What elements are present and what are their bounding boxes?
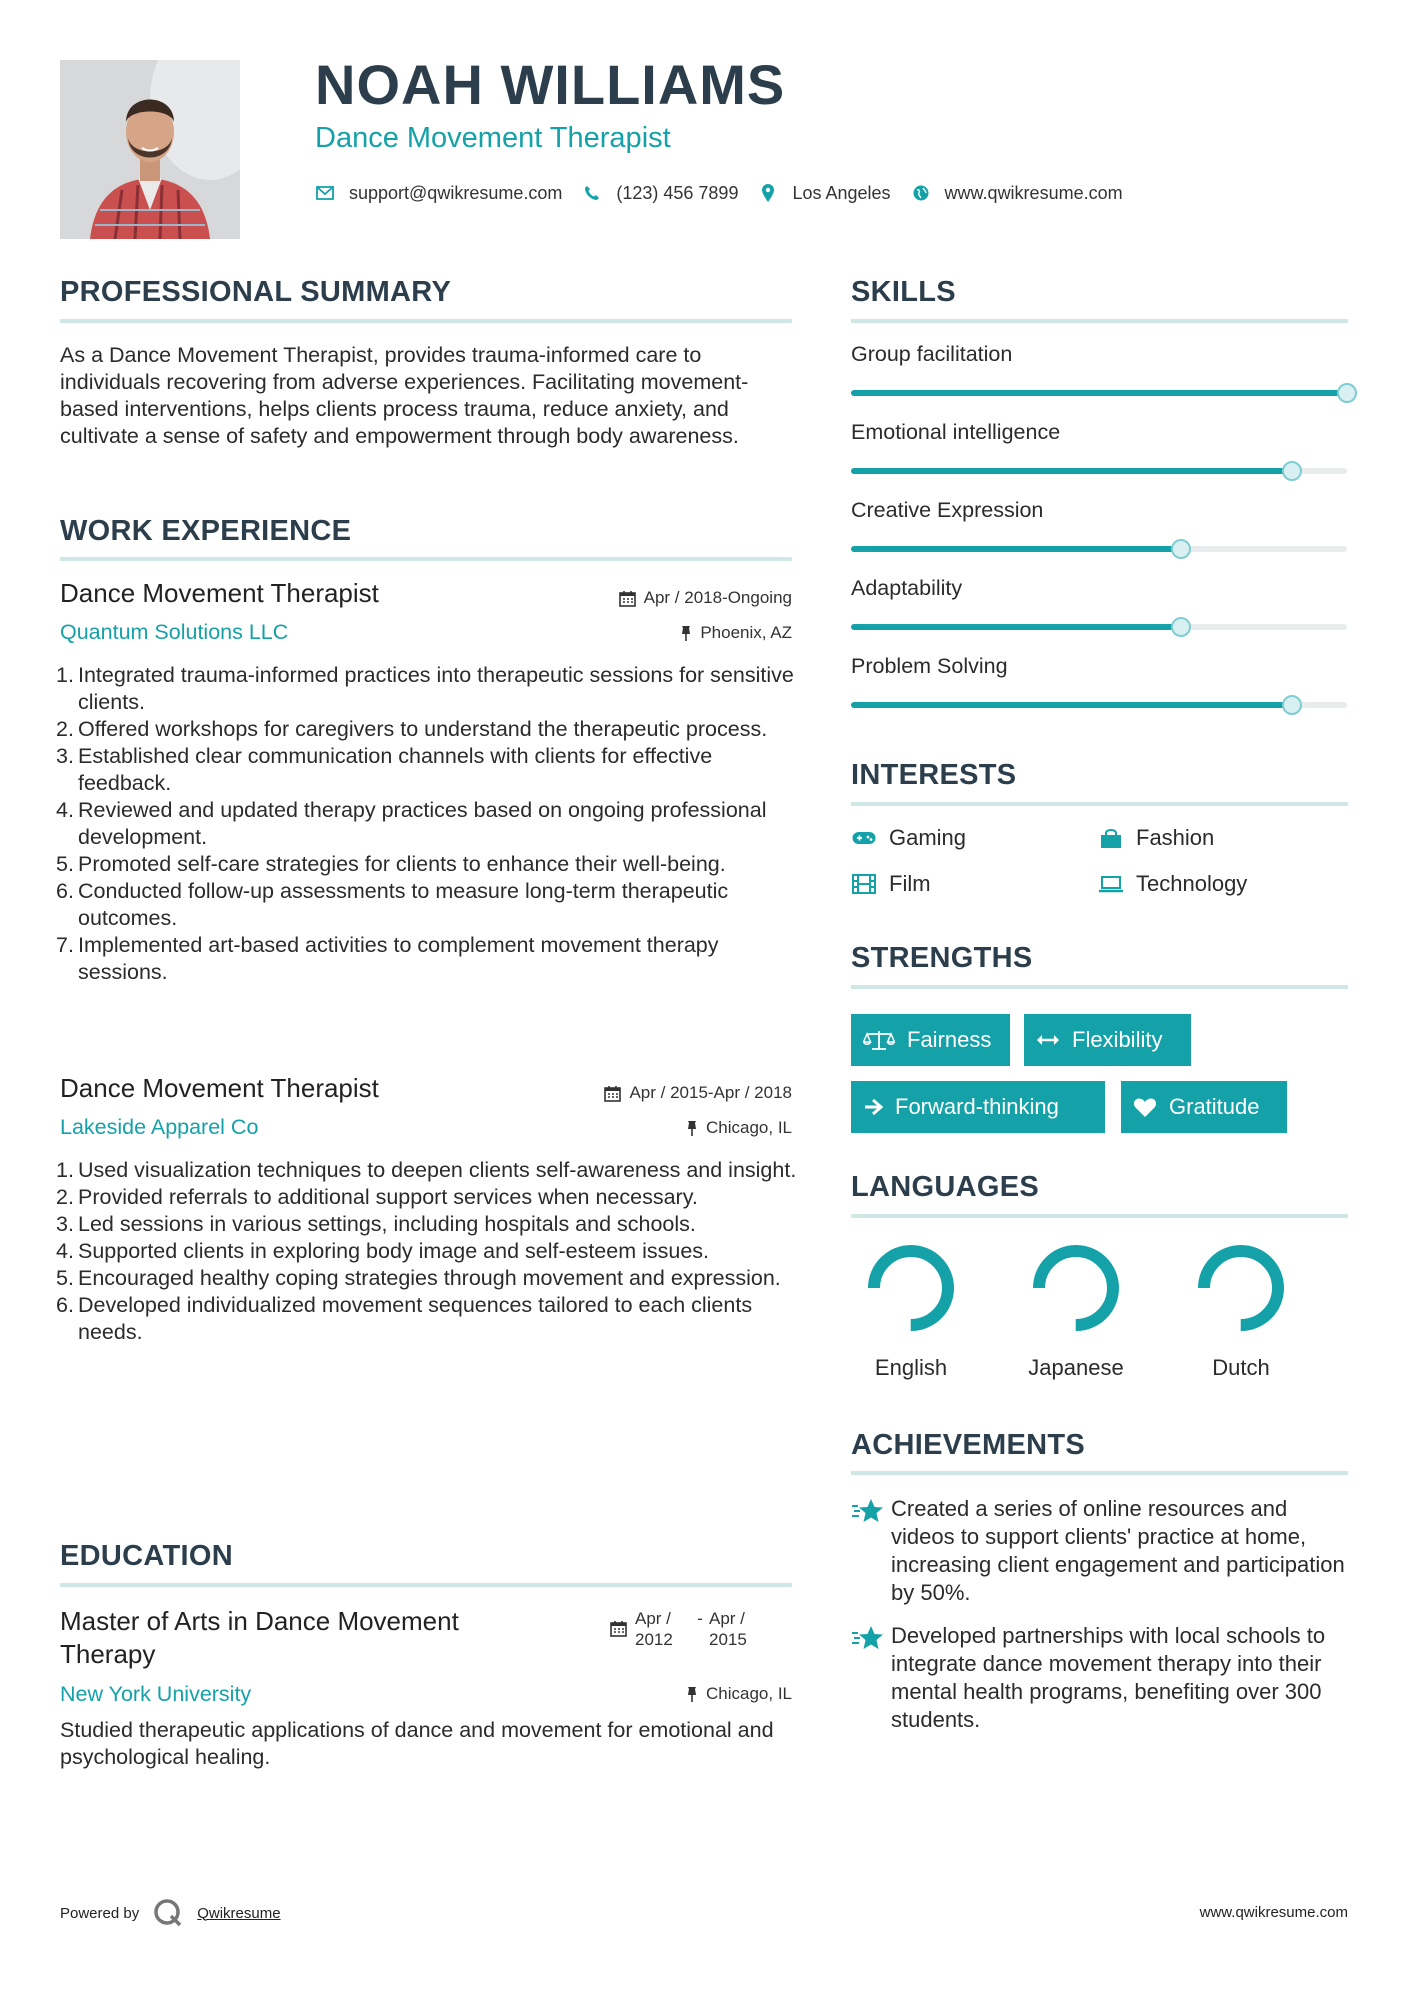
- list-item: 6. Conducted follow-up assessments to measure long-term therapeutic outcomes.: [56, 879, 729, 930]
- degree-title: Master of Arts in Dance Movement Therapy: [60, 1606, 459, 1669]
- list-item: 4. Supported clients in exploring body image and self-esteem issues.: [56, 1239, 710, 1263]
- job-date: [619, 588, 792, 608]
- skill-label: Emotional intelligence: [851, 420, 1061, 444]
- contact-location: [758, 183, 890, 204]
- interests-rule: [851, 802, 1348, 806]
- achievement-item: [851, 1495, 1351, 1607]
- list-item: 3. Established clear communication channels with clients for effective feedback.: [56, 744, 713, 795]
- job-duties-list: [56, 1157, 800, 1346]
- job-date-text: Apr / 2018-Ongoing: [643, 588, 792, 607]
- job-date: [604, 1083, 792, 1103]
- skill-fill: [851, 702, 1292, 708]
- list-item: 1. Used visualization techniques to deepen clients self-awareness and insight.: [56, 1158, 797, 1182]
- skill-bar: [851, 390, 1347, 396]
- globe-icon: [911, 183, 931, 203]
- language-ring: [874, 1251, 948, 1325]
- experience-rule: [60, 557, 792, 561]
- interests-heading: INTERESTS: [851, 759, 1017, 791]
- skill-fill: [851, 390, 1347, 396]
- list-item: 1. Integrated trauma-informed practices into therapeutic sessions for sensitive clients.: [56, 663, 794, 714]
- strength-badge: [851, 1014, 1010, 1066]
- summary-text: As a Dance Movement Therapist, provides trauma-informed care to individuals recovering from adverse experiences. Facilitating movement-based interventions, helps clients process trauma, reduce anxiety, and cultivate a sense of safety and empowerment through body awareness.: [60, 343, 749, 448]
- contact-phone-text: (123) 456 7899: [616, 182, 739, 203]
- qwikresume-link[interactable]: Qwikresume: [197, 1904, 281, 1922]
- footer-website[interactable]: www.qwikresume.com: [1199, 1904, 1348, 1921]
- profile-photo: [60, 60, 240, 239]
- language-label: Japanese: [1028, 1355, 1124, 1380]
- star-icon: [851, 1495, 891, 1607]
- summary-rule: [60, 319, 792, 323]
- pushpin-icon: [686, 1686, 698, 1703]
- contact-phone[interactable]: [582, 183, 738, 204]
- strength-label: Forward-thinking: [895, 1094, 1059, 1119]
- language-gauge: [1021, 1238, 1131, 1343]
- achievements-heading: ACHIEVEMENTS: [851, 1429, 1086, 1461]
- job-duties-list: [56, 662, 800, 986]
- job-date-text: Apr / 2015-Apr / 2018: [629, 1083, 792, 1102]
- job-location: [680, 623, 792, 643]
- candidate-role: Dance Movement Therapist: [315, 122, 671, 154]
- skill-bar: [851, 702, 1347, 708]
- job-title: Dance Movement Therapist: [60, 1073, 379, 1103]
- skill-label: Group facilitation: [851, 342, 1013, 366]
- list-item: 5. Promoted self-care strategies for clients to enhance their well-being.: [56, 852, 726, 876]
- education-location: [686, 1684, 792, 1704]
- language-label: English: [874, 1355, 948, 1380]
- education-date-end: Apr / 2015: [709, 1609, 747, 1649]
- strength-label: Gratitude: [1169, 1094, 1260, 1119]
- strength-label: Fairness: [907, 1027, 992, 1052]
- heart-icon: [1133, 1097, 1157, 1118]
- education-heading: EDUCATION: [60, 1540, 233, 1572]
- interest-item: [851, 825, 966, 851]
- skill-knob: [1171, 617, 1191, 637]
- skill-label: Problem Solving: [851, 654, 1008, 678]
- list-item: 4. Reviewed and updated therapy practices based on ongoing professional development.: [56, 798, 767, 849]
- contact-website[interactable]: [911, 183, 1123, 204]
- achievement-item: [851, 1622, 1351, 1734]
- interest-item: [1098, 871, 1247, 897]
- list-item: 7. Implemented art-based activities to complement movement therapy sessions.: [56, 933, 719, 984]
- education-date: [610, 1608, 759, 1650]
- skill-knob: [1337, 383, 1357, 403]
- contact-location-text: Los Angeles: [792, 182, 891, 203]
- job-company: Lakeside Apparel Co: [60, 1115, 259, 1139]
- footer-branding: [60, 1898, 281, 1928]
- education-location-text: Chicago, IL: [706, 1684, 792, 1703]
- language-ring: [1204, 1251, 1278, 1325]
- shopping-bag-icon: [1098, 827, 1124, 849]
- skill-knob: [1282, 695, 1302, 715]
- job-location: [686, 1118, 792, 1138]
- qwikresume-logo-icon: [153, 1898, 183, 1928]
- education-rule: [60, 1583, 792, 1587]
- calendar-icon: [604, 1085, 621, 1102]
- pushpin-icon: [686, 1120, 698, 1137]
- phone-icon: [582, 183, 602, 203]
- list-item: 2. Offered workshops for caregivers to understand the therapeutic process.: [56, 717, 768, 741]
- calendar-icon: [619, 590, 636, 607]
- list-item: 2. Provided referrals to additional support services when necessary.: [56, 1185, 698, 1209]
- list-item: 6. Developed individualized movement sequences tailored to each clients needs.: [56, 1293, 753, 1344]
- skill-fill: [851, 468, 1292, 474]
- laptop-icon: [1098, 873, 1124, 895]
- interest-label: Gaming: [889, 825, 967, 850]
- gamepad-icon: [851, 827, 877, 849]
- map-marker-icon: [758, 183, 778, 203]
- language-label: Dutch: [1212, 1355, 1270, 1380]
- strength-badge: [851, 1081, 1105, 1133]
- skill-bar: [851, 546, 1347, 552]
- achievement-text: Developed partnerships with local schools to integrate dance movement therapy into their mental health programs, benefiting over 300 students.: [891, 1623, 1326, 1732]
- skill-fill: [851, 624, 1181, 630]
- arrows-horizontal-icon: [1036, 1034, 1060, 1046]
- experience-heading: WORK EXPERIENCE: [60, 515, 352, 547]
- summary-heading: PROFESSIONAL SUMMARY: [60, 276, 452, 308]
- job-location-text: Phoenix, AZ: [700, 623, 792, 642]
- arrow-right-icon: [863, 1098, 883, 1116]
- education-description: Studied therapeutic applications of dance and movement for emotional and psychological healing.: [60, 1718, 774, 1769]
- strength-label: Flexibility: [1072, 1027, 1163, 1052]
- list-item: 5. Encouraged healthy coping strategies through movement and expression.: [56, 1266, 781, 1290]
- balance-scale-icon: [863, 1029, 895, 1051]
- calendar-icon: [610, 1620, 627, 1637]
- job-company: Quantum Solutions LLC: [60, 620, 289, 644]
- skills-rule: [851, 319, 1348, 323]
- job-title: Dance Movement Therapist: [60, 578, 379, 608]
- skill-bar: [851, 468, 1347, 474]
- date-separator: -: [697, 1609, 703, 1628]
- languages-rule: [851, 1214, 1348, 1218]
- star-icon: [851, 1622, 891, 1734]
- skill-label: Creative Expression: [851, 498, 1044, 522]
- film-icon: [851, 873, 877, 895]
- interest-item: [851, 871, 931, 897]
- skill-label: Adaptability: [851, 576, 963, 600]
- contact-website-text: www.qwikresume.com: [944, 182, 1123, 203]
- strengths-heading: STRENGTHS: [851, 942, 1033, 974]
- interest-label: Technology: [1136, 871, 1248, 896]
- interest-item: [1098, 825, 1214, 851]
- education-date-start: Apr / 2012: [635, 1609, 673, 1649]
- skill-fill: [851, 546, 1181, 552]
- language-ring: [1039, 1251, 1113, 1325]
- contact-bar: [315, 178, 1143, 208]
- candidate-name: NOAH WILLIAMS: [315, 53, 786, 116]
- contact-email-text: support@qwikresume.com: [349, 182, 563, 203]
- interest-label: Film: [889, 871, 931, 896]
- envelope-icon: [315, 183, 335, 203]
- achievements-rule: [851, 1471, 1348, 1475]
- skill-bar: [851, 624, 1347, 630]
- school-name: New York University: [60, 1682, 252, 1706]
- languages-heading: LANGUAGES: [851, 1171, 1039, 1203]
- pushpin-icon: [680, 625, 692, 642]
- contact-email[interactable]: [315, 183, 562, 204]
- interest-label: Fashion: [1136, 825, 1215, 850]
- skills-heading: SKILLS: [851, 276, 956, 308]
- achievement-text: Created a series of online resources and videos to support clients' practice at home, increasing client engagement and participation by 50%.: [891, 1496, 1345, 1605]
- strength-badge: [1121, 1081, 1287, 1133]
- language-gauge: [1186, 1238, 1296, 1343]
- list-item: 3. Led sessions in various settings, including hospitals and schools.: [56, 1212, 696, 1236]
- skill-knob: [1171, 539, 1191, 559]
- job-location-text: Chicago, IL: [706, 1118, 792, 1137]
- strength-badge: [1024, 1014, 1191, 1066]
- strengths-rule: [851, 985, 1348, 989]
- skill-knob: [1282, 461, 1302, 481]
- powered-by-text: Powered by: [60, 1904, 140, 1922]
- language-gauge: [856, 1238, 966, 1343]
